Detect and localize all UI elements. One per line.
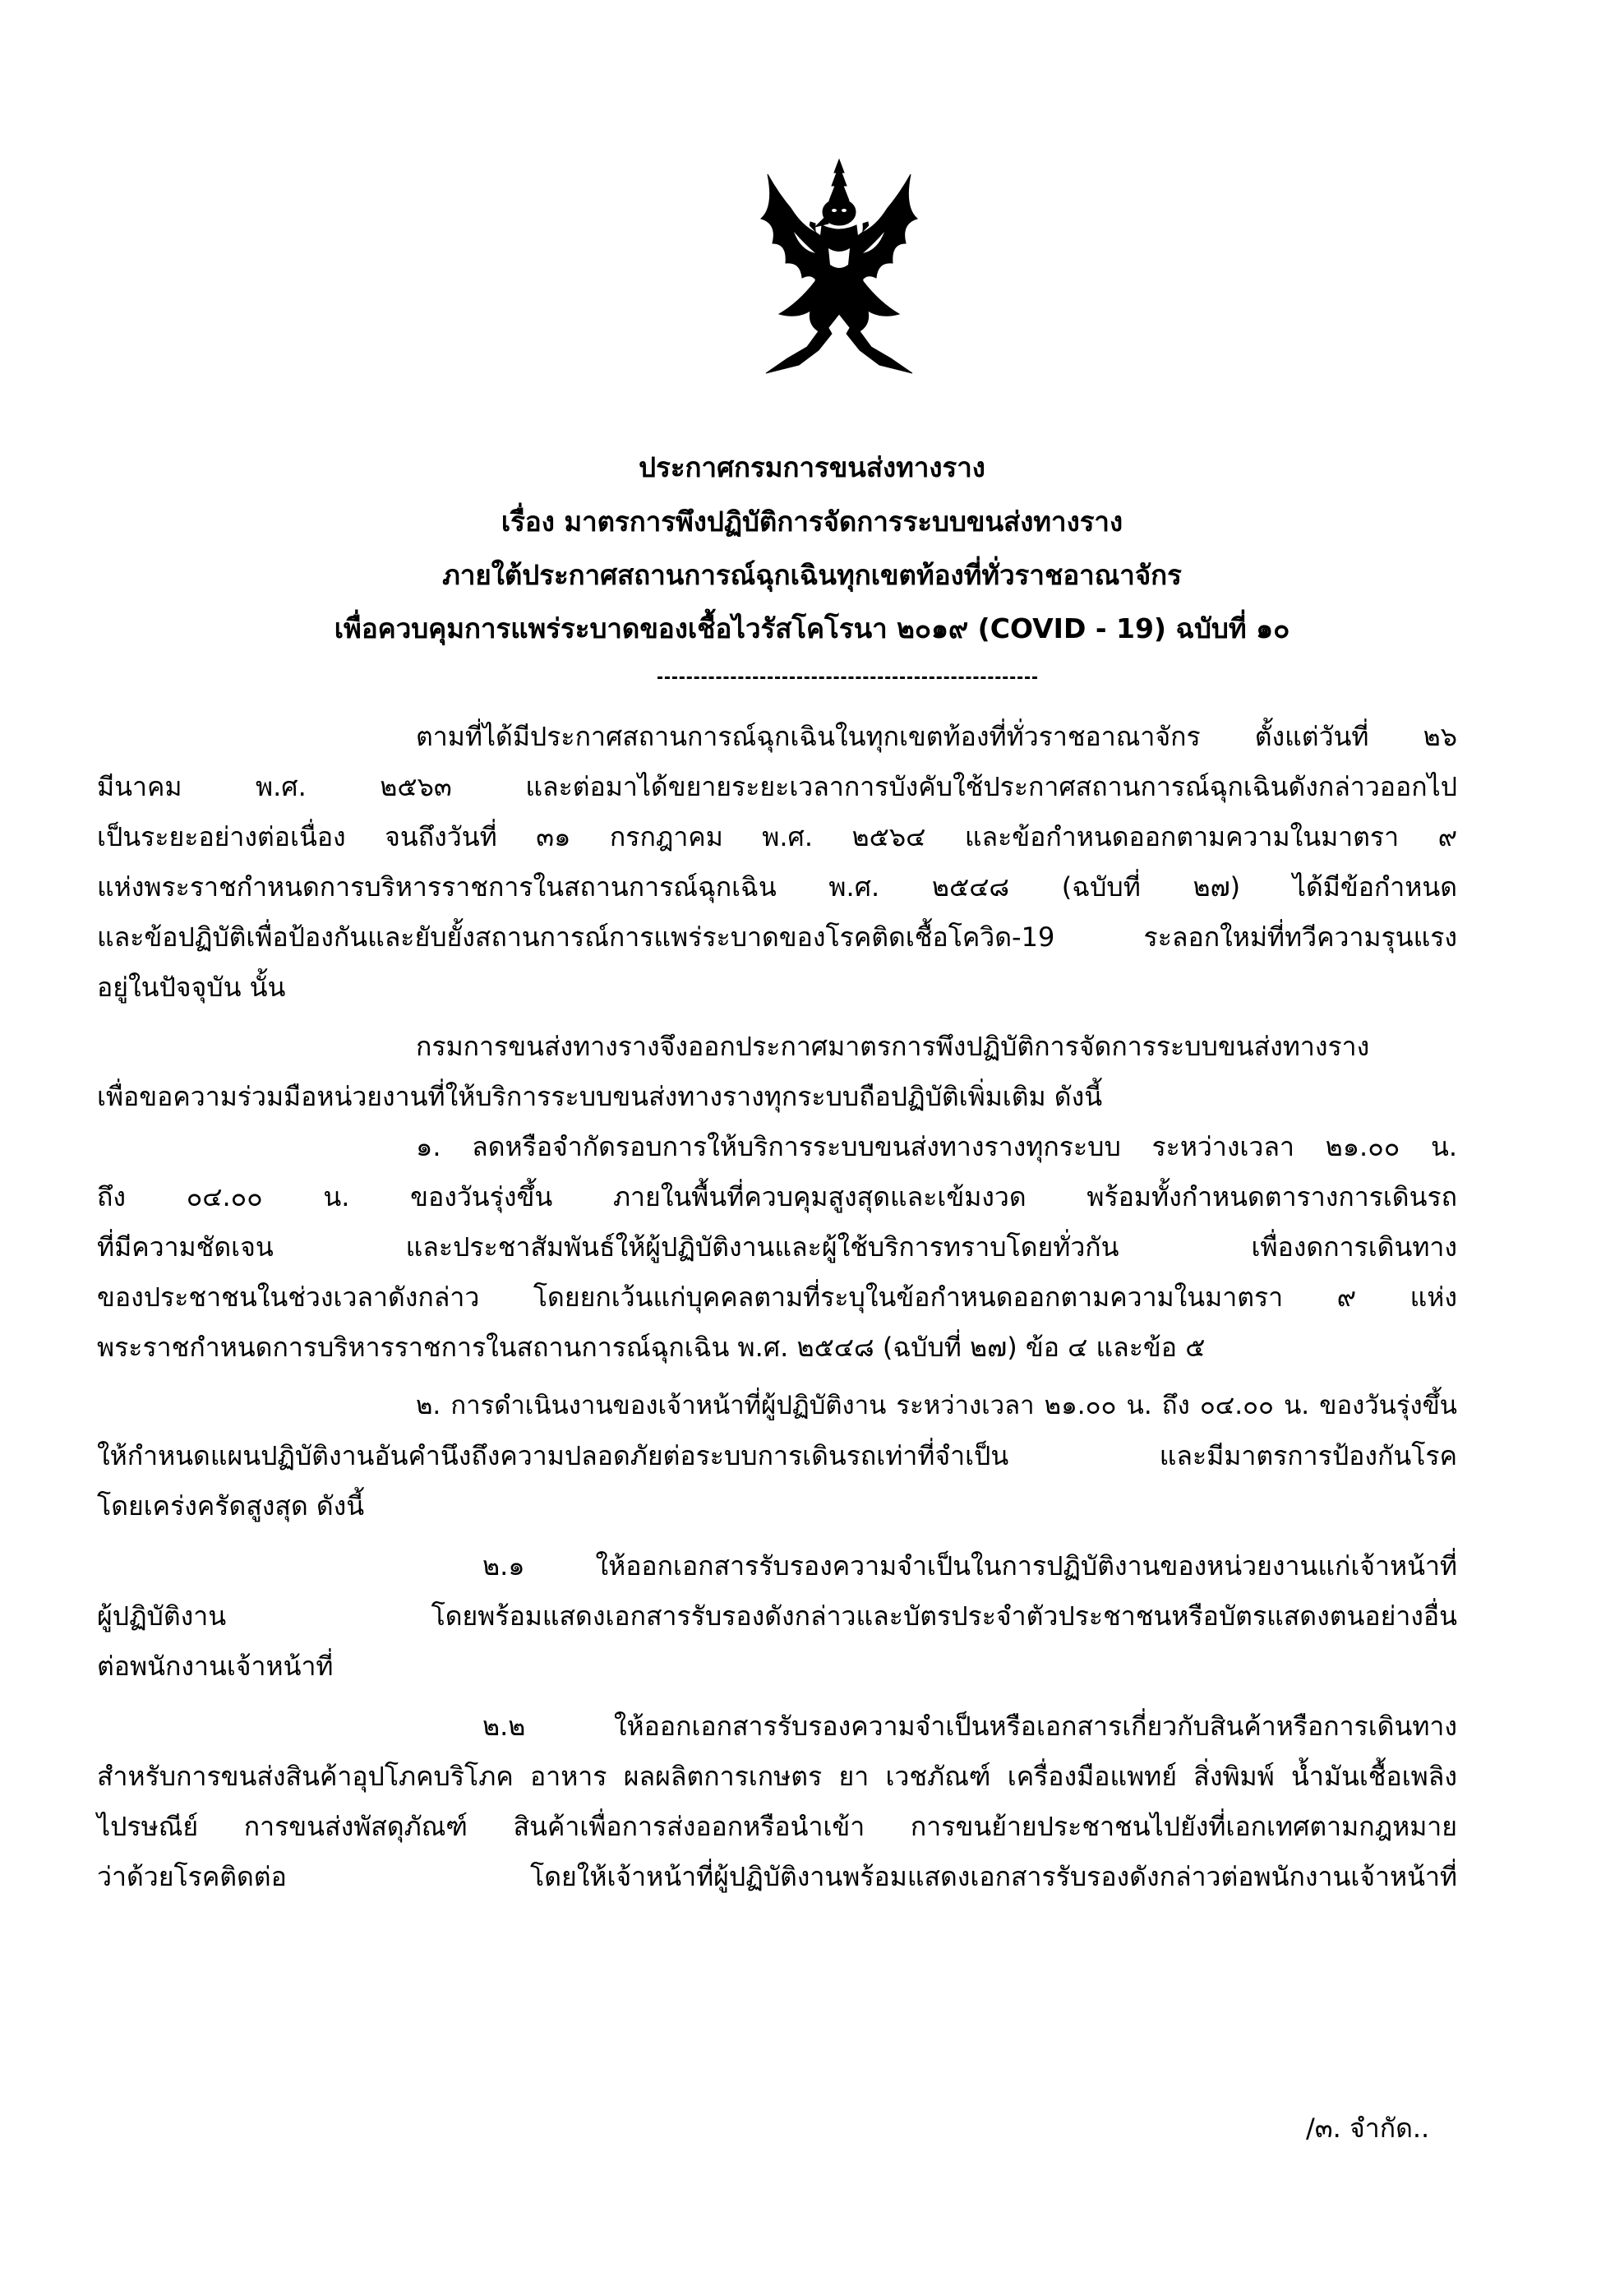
body-line: และข้อปฏิบัติเพื่อป้องกันและยับยั้งสถานการณ์การแพร่ระบาดของโรคติดเชื้อโควิด-19 ระลอกใหม่ที่ทวีความรุนแรง <box>97 921 1457 953</box>
body-line: พระราชกำหนดการบริหารราชการในสถานการณ์ฉุกเฉิน พ.ศ. ๒๕๔๘ (ฉบับที่ ๒๗) ข้อ ๔ และข้อ ๕ <box>97 1332 1206 1363</box>
body-line: ตามที่ได้มีประกาศสถานการณ์ฉุกเฉินในทุกเขตท้องที่ทั่วราชอาณาจักร ตั้งแต่วันที่ ๒๖ <box>416 721 1457 752</box>
body-line: ให้กำหนดแผนปฏิบัติงานอันคำนึงถึงความปลอดภัยต่อระบบการเดินรถเท่าที่จำเป็น และมีมาตรการป้องกันโรค <box>97 1440 1457 1471</box>
body-line: โดยเคร่งครัดสูงสุด ดังนี้ <box>97 1490 365 1522</box>
page-continuation: /๓. จำกัด.. <box>1306 2113 1430 2144</box>
clause-2-1: ๒.๑ ให้ออกเอกสารรับรองความจำเป็นในการปฏิบัติงานของหน่วยงานแก่เจ้าหน้าที่ <box>482 1550 1457 1582</box>
subject-line-2: ภายใต้ประกาศสถานการณ์ฉุกเฉินทุกเขตท้องที่ทั่วราชอาณาจักร <box>442 559 1182 591</box>
body-line: ถึง ๐๔.๐๐ น. ของวันรุ่งขึ้น ภายในพื้นที่ควบคุมสูงสุดและเข้มงวด พร้อมทั้งกำหนดตารางการเดินรถ <box>97 1181 1457 1212</box>
subject-line-3: เพื่อควบคุมการแพร่ระบาดของเชื้อไวรัสโคโรนา ๒๐๑๙ (COVID - 19) ฉบับที่ ๑๐ <box>334 612 1290 644</box>
body-line: มีนาคม พ.ศ. ๒๕๖๓ และต่อมาได้ขยายระยะเวลาการบังคับใช้ประกาศสถานการณ์ฉุกเฉินดังกล่าวออกไป <box>97 771 1457 802</box>
body-line: อยู่ในปัจจุบัน นั้น <box>97 972 286 1003</box>
body-line: ว่าด้วยโรคติดต่อ โดยให้เจ้าหน้าที่ผู้ปฏิบัติงานพร้อมแสดงเอกสารรับรองดังกล่าวต่อพนักงานเจ้าหน้าที่ <box>97 1861 1457 1892</box>
body-line: ไปรษณีย์ การขนส่งพัสดุภัณฑ์ สินค้าเพื่อการส่งออกหรือนำเข้า การขนย้ายประชาชนไปยังที่เอกเทศตามกฎหมาย <box>97 1811 1457 1842</box>
body-line: ผู้ปฏิบัติงาน โดยพร้อมแสดงเอกสารรับรองดังกล่าวและบัตรประจำตัวประชาชนหรือบัตรแสดงตนอย่างอื่น <box>97 1600 1457 1632</box>
body-line: เป็นระยะอย่างต่อเนื่อง จนถึงวันที่ ๓๑ กรกฎาคม พ.ศ. ๒๕๖๔ และข้อกำหนดออกตามความในมาตรา ๙ <box>97 821 1458 852</box>
clause-1: ๑. ลดหรือจำกัดรอบการให้บริการระบบขนส่งทางรางทุกระบบ ระหว่างเวลา ๒๑.๐๐ น. <box>416 1131 1457 1162</box>
clause-2-2: ๒.๒ ให้ออกเอกสารรับรองความจำเป็นหรือเอกสารเกี่ยวกับสินค้าหรือการเดินทาง <box>482 1711 1457 1742</box>
announcement-title: ประกาศกรมการขนส่งทางราง <box>639 451 985 483</box>
clause-2: ๒. การดำเนินงานของเจ้าหน้าที่ผู้ปฏิบัติงาน ระหว่างเวลา ๒๑.๐๐ น. ถึง ๐๔.๐๐ น. ของวันรุ่งขึ้น <box>416 1391 1457 1420</box>
body-line: แห่งพระราชกำหนดการบริหารราชการในสถานการณ์ฉุกเฉิน พ.ศ. ๒๕๔๘ (ฉบับที่ ๒๗) ได้มีข้อกำหนด <box>97 871 1457 903</box>
body-line: เพื่อขอความร่วมมือหน่วยงานที่ให้บริการระบบขนส่งทางรางทุกระบบถือปฏิบัติเพิ่มเติม ดังนี้ <box>97 1081 1103 1112</box>
body-line: ที่มีความชัดเจน และประชาสัมพันธ์ให้ผู้ปฏิบัติงานและผู้ใช้บริการทราบโดยทั่วกัน เพื่องดการเดินทาง <box>97 1231 1457 1263</box>
body-line: กรมการขนส่งทางรางจึงออกประกาศมาตรการพึงปฏิบัติการจัดการระบบขนส่งทางราง <box>416 1031 1370 1062</box>
body-line: ต่อพนักงานเจ้าหน้าที่ <box>97 1651 334 1682</box>
garuda-emblem-icon <box>750 158 929 378</box>
dashed-divider <box>657 676 1037 680</box>
subject-line: เรื่อง มาตรการพึงปฏิบัติการจัดการระบบขนส่งทางราง <box>501 506 1123 538</box>
body-line: สำหรับการขนส่งสินค้าอุปโภคบริโภค อาหาร ผลผลิตการเกษตร ยา เวชภัณฑ์ เครื่องมือแพทย์ สิ่งพิมพ์ น้ำมันเชื้อเพลิง <box>97 1761 1457 1792</box>
body-line: ของประชาชนในช่วงเวลาดังกล่าว โดยยกเว้นแก่บุคคลตามที่ระบุในข้อกำหนดออกตามความในมาตรา ๙ แห่ง <box>97 1281 1457 1313</box>
